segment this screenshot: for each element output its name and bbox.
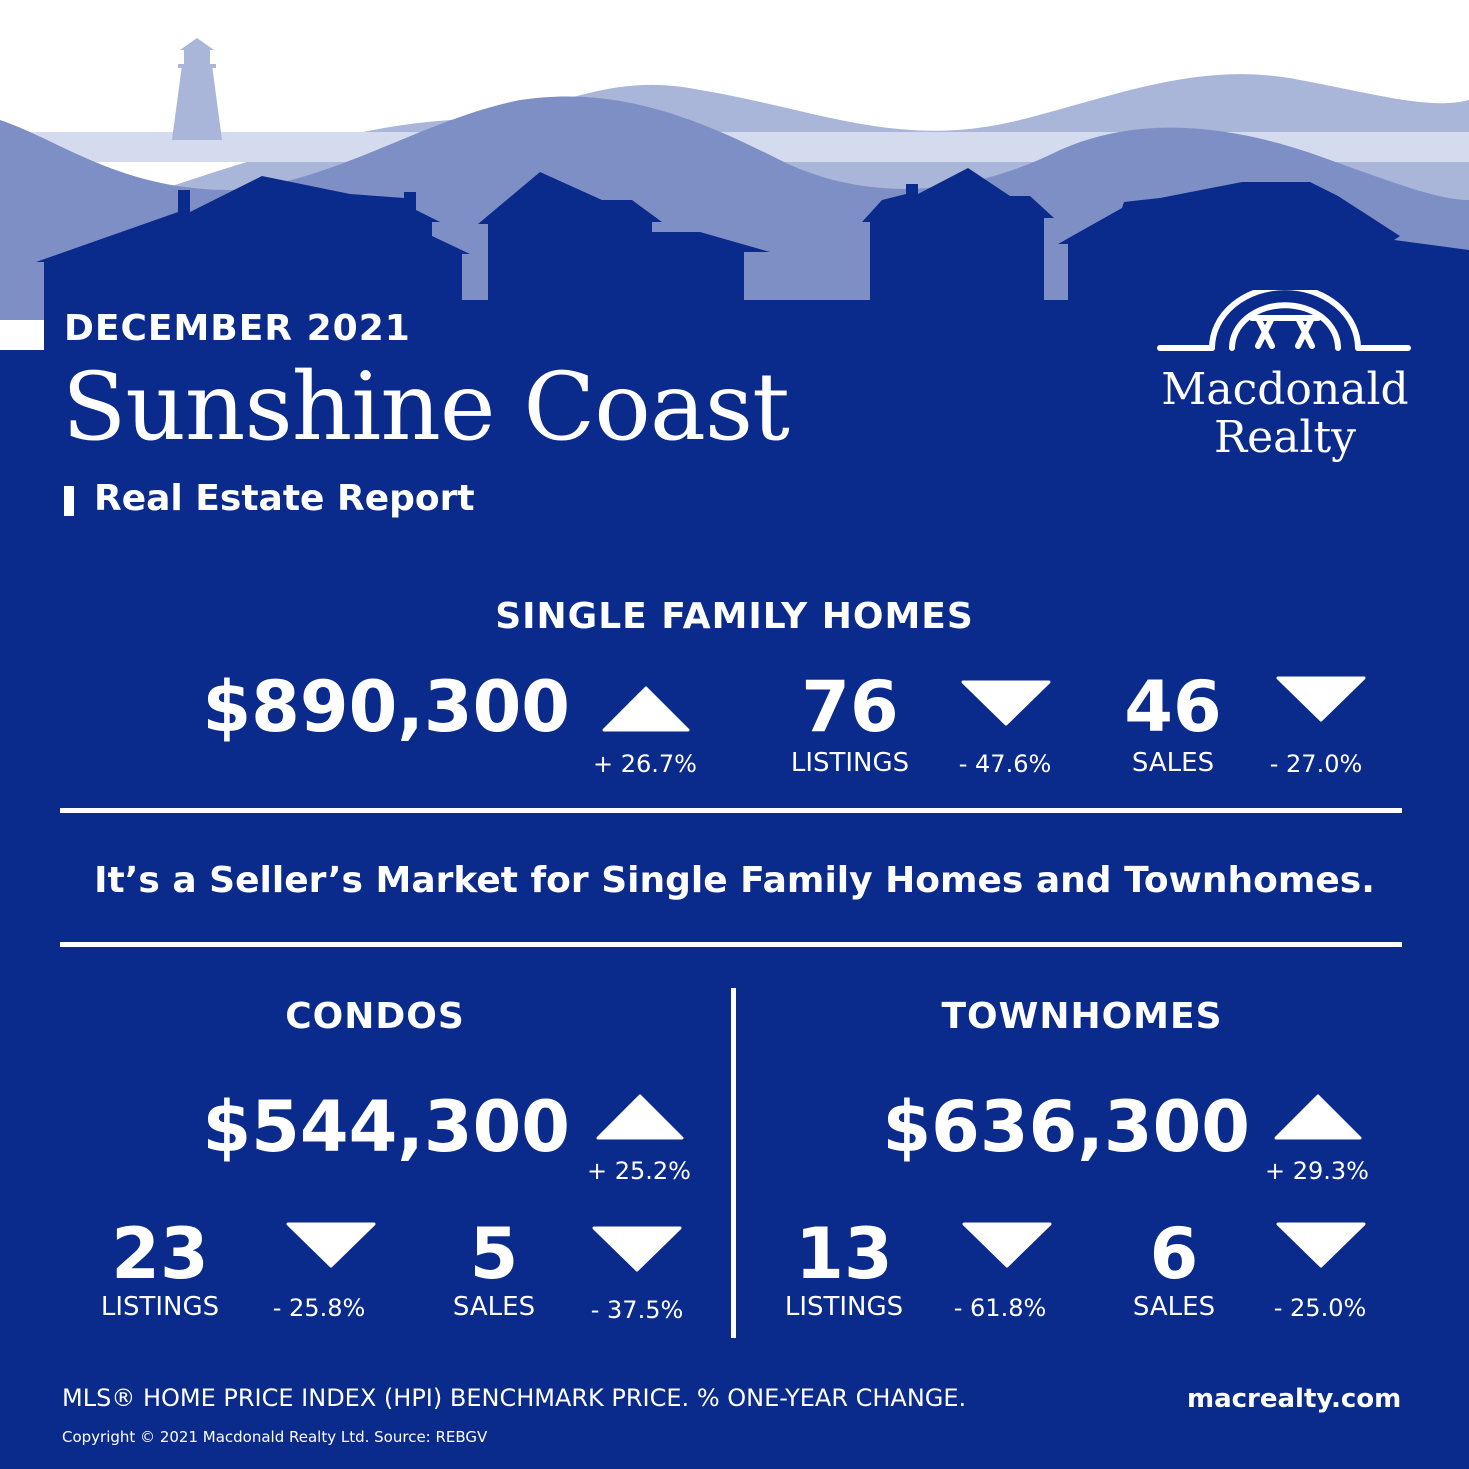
condos-price-change: + 25.2% xyxy=(587,1157,691,1185)
single-family-sales: 46 xyxy=(1124,666,1222,748)
single-family-price-up-arrow-icon xyxy=(602,686,690,732)
townhomes-sales: 6 xyxy=(1149,1213,1199,1295)
divider-vertical xyxy=(731,988,736,1338)
single-family-listings-change: - 47.6% xyxy=(958,750,1052,778)
townhomes-title: TOWNHOMES xyxy=(941,996,1223,1037)
single-family-price: $890,300 xyxy=(202,666,570,748)
page-subtitle: Real Estate Report xyxy=(94,478,475,519)
brand-name-line1: Macdonald xyxy=(1161,364,1409,415)
divider-top xyxy=(60,808,1402,813)
single-family-title: SINGLE FAMILY HOMES xyxy=(495,596,974,637)
condos-sales-down-arrow-icon xyxy=(592,1226,682,1272)
condos-sales: 5 xyxy=(469,1213,519,1295)
single-family-listings: 76 xyxy=(801,666,899,748)
brand-name-line2: Realty xyxy=(1213,412,1356,463)
condos-listings-label: LISTINGS xyxy=(100,1292,220,1322)
single-family-sales-down-arrow-icon xyxy=(1276,676,1366,722)
townhomes-listings-change: - 61.8% xyxy=(953,1294,1047,1322)
footer-copyright: Copyright © 2021 Macdonald Realty Ltd. Source: REBGV xyxy=(62,1428,488,1446)
townhomes-sales-down-arrow-icon xyxy=(1276,1222,1366,1268)
townhomes-listings: 13 xyxy=(795,1213,893,1295)
condos-listings-change: - 25.8% xyxy=(272,1294,366,1322)
townhomes-listings-down-arrow-icon xyxy=(962,1222,1052,1268)
townhomes-price-change: + 29.3% xyxy=(1265,1157,1369,1185)
townhomes-sales-label: SALES xyxy=(1132,1292,1216,1322)
townhomes-sales-change: - 25.0% xyxy=(1273,1294,1367,1322)
page-title: Sunshine Coast xyxy=(62,353,789,462)
report-month: DECEMBER 2021 xyxy=(64,308,411,349)
single-family-listings-label: LISTINGS xyxy=(790,748,910,778)
townhomes-price: $636,300 xyxy=(882,1086,1250,1168)
condos-listings: 23 xyxy=(111,1213,209,1295)
condos-listings-down-arrow-icon xyxy=(286,1222,376,1268)
condos-title: CONDOS xyxy=(285,996,465,1037)
condos-sales-change: - 37.5% xyxy=(590,1296,684,1324)
condos-price-up-arrow-icon xyxy=(596,1094,684,1140)
subtitle-accent-bar xyxy=(64,486,74,516)
footer-note: MLS® HOME PRICE INDEX (HPI) BENCHMARK PRICE. % ONE-YEAR CHANGE. xyxy=(62,1384,967,1412)
townhomes-listings-label: LISTINGS xyxy=(784,1292,904,1322)
condos-sales-label: SALES xyxy=(452,1292,536,1322)
single-family-sales-label: SALES xyxy=(1131,748,1215,778)
website-link[interactable]: macrealty.com xyxy=(1187,1384,1402,1414)
logo-mark-icon xyxy=(1150,290,1420,360)
single-family-sales-change: - 27.0% xyxy=(1269,750,1363,778)
single-family-price-change: + 26.7% xyxy=(593,750,697,778)
townhomes-price-up-arrow-icon xyxy=(1274,1094,1362,1140)
condos-price: $544,300 xyxy=(202,1086,570,1168)
brand-logo xyxy=(1150,290,1420,490)
market-tagline: It’s a Seller’s Market for Single Family Homes and Townhomes. xyxy=(94,860,1375,901)
single-family-listings-down-arrow-icon xyxy=(961,680,1051,726)
divider-bottom xyxy=(60,942,1402,947)
